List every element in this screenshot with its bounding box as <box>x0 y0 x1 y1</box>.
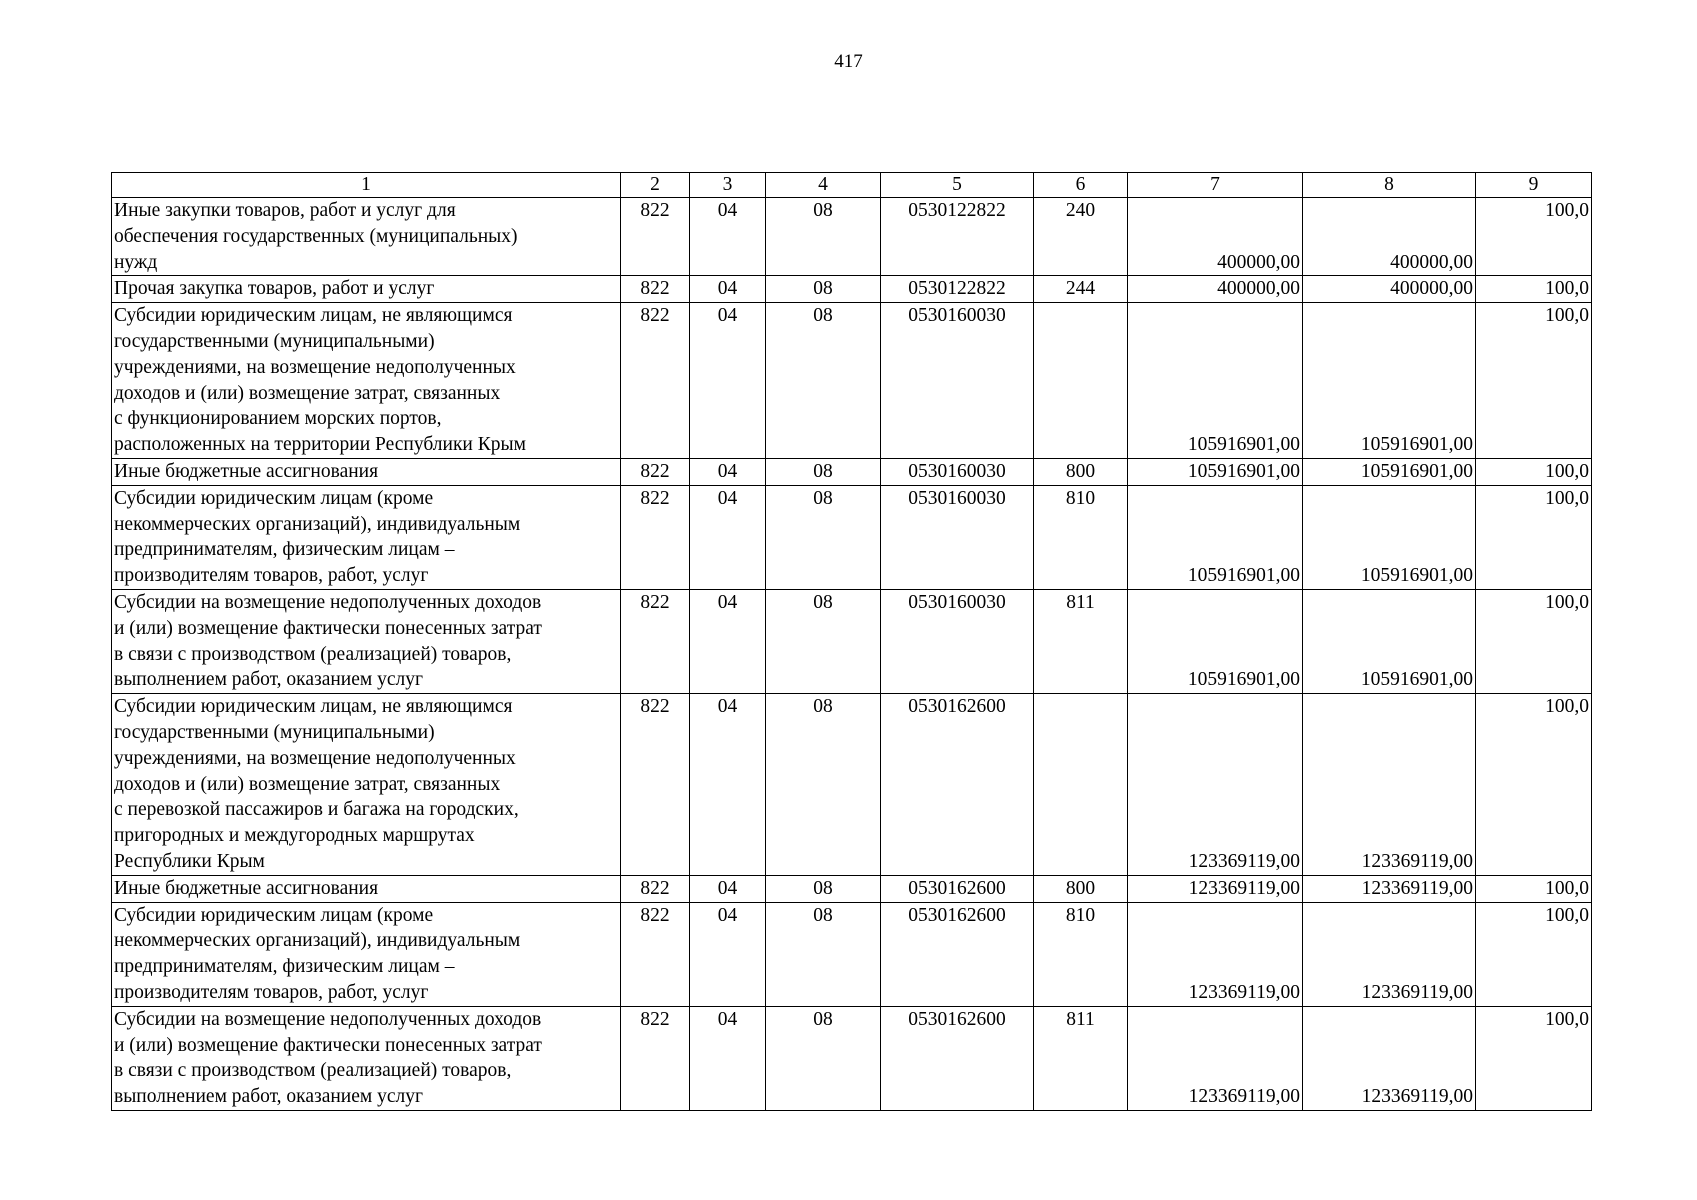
row-section: 04 <box>690 485 766 589</box>
row-percent: 100,0 <box>1476 458 1592 485</box>
row-section: 04 <box>690 303 766 459</box>
row-expense-type: 810 <box>1034 485 1128 589</box>
row-ministry-code: 822 <box>621 902 690 1006</box>
row-ministry-code: 822 <box>621 875 690 902</box>
row-amount-approved: 123369119,00 <box>1128 1006 1303 1110</box>
row-percent: 100,0 <box>1476 1006 1592 1110</box>
row-percent: 100,0 <box>1476 875 1592 902</box>
row-expense-type: 800 <box>1034 875 1128 902</box>
row-ministry-code: 822 <box>621 1006 690 1110</box>
header-col-2: 2 <box>621 173 690 198</box>
row-amount-approved: 105916901,00 <box>1128 589 1303 693</box>
table-row <box>112 276 1592 303</box>
row-name: Субсидии юридическим лицам (кроме некоммерческих организаций), индивидуальным предпринимателям, физическим лицам – производителям товаров, работ, услуг <box>112 902 621 1006</box>
row-ministry-code: 822 <box>621 485 690 589</box>
row-amount-approved: 123369119,00 <box>1128 902 1303 1006</box>
page-number: 417 <box>834 51 863 72</box>
row-section: 04 <box>690 198 766 276</box>
row-subsection: 08 <box>766 1006 881 1110</box>
row-amount-executed: 123369119,00 <box>1303 902 1476 1006</box>
header-col-6: 6 <box>1034 173 1128 198</box>
table-row <box>112 458 1592 485</box>
row-section: 04 <box>690 1006 766 1110</box>
row-name: Иные закупки товаров, работ и услуг для обеспечения государственных (муниципальных) нужд <box>112 198 621 276</box>
row-ministry-code: 822 <box>621 276 690 303</box>
table-row <box>112 694 1592 876</box>
header-col-3: 3 <box>690 173 766 198</box>
row-name: Субсидии юридическим лицам, не являющимся государственными (муниципальными) учреждениями, на возмещение недополученных доходов и (или) возмещение затрат, связанных с перевозкой пассажиров и багажа на городских, пригородных и междугородных маршрутах Республики Крым <box>112 694 621 876</box>
row-ministry-code: 822 <box>621 458 690 485</box>
header-col-8: 8 <box>1303 173 1476 198</box>
row-amount-executed: 400000,00 <box>1303 198 1476 276</box>
table-row <box>112 303 1592 459</box>
row-amount-executed: 123369119,00 <box>1303 694 1476 876</box>
table-row <box>112 902 1592 1006</box>
row-amount-executed: 105916901,00 <box>1303 458 1476 485</box>
table-row <box>112 875 1592 902</box>
row-amount-approved: 400000,00 <box>1128 198 1303 276</box>
row-expense-type: 811 <box>1034 1006 1128 1110</box>
row-amount-executed: 123369119,00 <box>1303 875 1476 902</box>
row-subsection: 08 <box>766 198 881 276</box>
row-amount-approved: 400000,00 <box>1128 276 1303 303</box>
row-target-article: 0530162600 <box>881 902 1034 1006</box>
row-subsection: 08 <box>766 485 881 589</box>
row-percent: 100,0 <box>1476 589 1592 693</box>
row-target-article: 0530160030 <box>881 485 1034 589</box>
row-amount-approved: 105916901,00 <box>1128 485 1303 589</box>
table-row <box>112 1006 1592 1110</box>
row-percent: 100,0 <box>1476 276 1592 303</box>
row-subsection: 08 <box>766 458 881 485</box>
budget-table <box>111 172 1592 1111</box>
row-amount-approved: 105916901,00 <box>1128 458 1303 485</box>
row-expense-type: 240 <box>1034 198 1128 276</box>
row-section: 04 <box>690 458 766 485</box>
row-amount-approved: 105916901,00 <box>1128 303 1303 459</box>
row-expense-type <box>1034 694 1128 876</box>
row-amount-executed: 105916901,00 <box>1303 303 1476 459</box>
row-name: Субсидии юридическим лицам, не являющимся государственными (муниципальными) учреждениями, на возмещение недополученных доходов и (или) возмещение затрат, связанных с функционированием морских портов, расположенных на территории Республики Крым <box>112 303 621 459</box>
row-amount-approved: 123369119,00 <box>1128 694 1303 876</box>
row-ministry-code: 822 <box>621 303 690 459</box>
header-row <box>112 173 1592 198</box>
row-expense-type: 810 <box>1034 902 1128 1006</box>
row-expense-type: 811 <box>1034 589 1128 693</box>
row-ministry-code: 822 <box>621 589 690 693</box>
header-col-9: 9 <box>1476 173 1592 198</box>
row-expense-type <box>1034 303 1128 459</box>
header-col-5: 5 <box>881 173 1034 198</box>
row-percent: 100,0 <box>1476 694 1592 876</box>
row-amount-executed: 400000,00 <box>1303 276 1476 303</box>
row-percent: 100,0 <box>1476 303 1592 459</box>
table-row <box>112 589 1592 693</box>
row-subsection: 08 <box>766 902 881 1006</box>
row-ministry-code: 822 <box>621 694 690 876</box>
row-expense-type: 800 <box>1034 458 1128 485</box>
row-amount-executed: 123369119,00 <box>1303 1006 1476 1110</box>
row-section: 04 <box>690 902 766 1006</box>
row-subsection: 08 <box>766 276 881 303</box>
row-target-article: 0530162600 <box>881 1006 1034 1110</box>
row-name: Субсидии на возмещение недополученных доходов и (или) возмещение фактически понесенных затрат в связи с производством (реализацией) товаров, выполнением работ, оказанием услуг <box>112 1006 621 1110</box>
header-col-7: 7 <box>1128 173 1303 198</box>
row-subsection: 08 <box>766 303 881 459</box>
table-body <box>112 173 1592 1111</box>
row-subsection: 08 <box>766 875 881 902</box>
row-expense-type: 244 <box>1034 276 1128 303</box>
table-row <box>112 485 1592 589</box>
row-section: 04 <box>690 694 766 876</box>
row-target-article: 0530160030 <box>881 589 1034 693</box>
row-amount-executed: 105916901,00 <box>1303 589 1476 693</box>
row-name: Иные бюджетные ассигнования <box>112 875 621 902</box>
header-col-4: 4 <box>766 173 881 198</box>
row-section: 04 <box>690 875 766 902</box>
row-name: Иные бюджетные ассигнования <box>112 458 621 485</box>
row-subsection: 08 <box>766 589 881 693</box>
row-percent: 100,0 <box>1476 198 1592 276</box>
row-section: 04 <box>690 589 766 693</box>
row-name: Субсидии на возмещение недополученных доходов и (или) возмещение фактически понесенных затрат в связи с производством (реализацией) товаров, выполнением работ, оказанием услуг <box>112 589 621 693</box>
row-target-article: 0530122822 <box>881 276 1034 303</box>
row-ministry-code: 822 <box>621 198 690 276</box>
table-row <box>112 198 1592 276</box>
row-subsection: 08 <box>766 694 881 876</box>
row-target-article: 0530162600 <box>881 875 1034 902</box>
row-name: Прочая закупка товаров, работ и услуг <box>112 276 621 303</box>
row-target-article: 0530162600 <box>881 694 1034 876</box>
row-amount-executed: 105916901,00 <box>1303 485 1476 589</box>
row-name: Субсидии юридическим лицам (кроме некоммерческих организаций), индивидуальным предпринимателям, физическим лицам – производителям товаров, работ, услуг <box>112 485 621 589</box>
row-target-article: 0530160030 <box>881 458 1034 485</box>
row-target-article: 0530160030 <box>881 303 1034 459</box>
row-percent: 100,0 <box>1476 902 1592 1006</box>
row-amount-approved: 123369119,00 <box>1128 875 1303 902</box>
row-section: 04 <box>690 276 766 303</box>
header-col-1: 1 <box>112 173 621 198</box>
row-target-article: 0530122822 <box>881 198 1034 276</box>
row-percent: 100,0 <box>1476 485 1592 589</box>
